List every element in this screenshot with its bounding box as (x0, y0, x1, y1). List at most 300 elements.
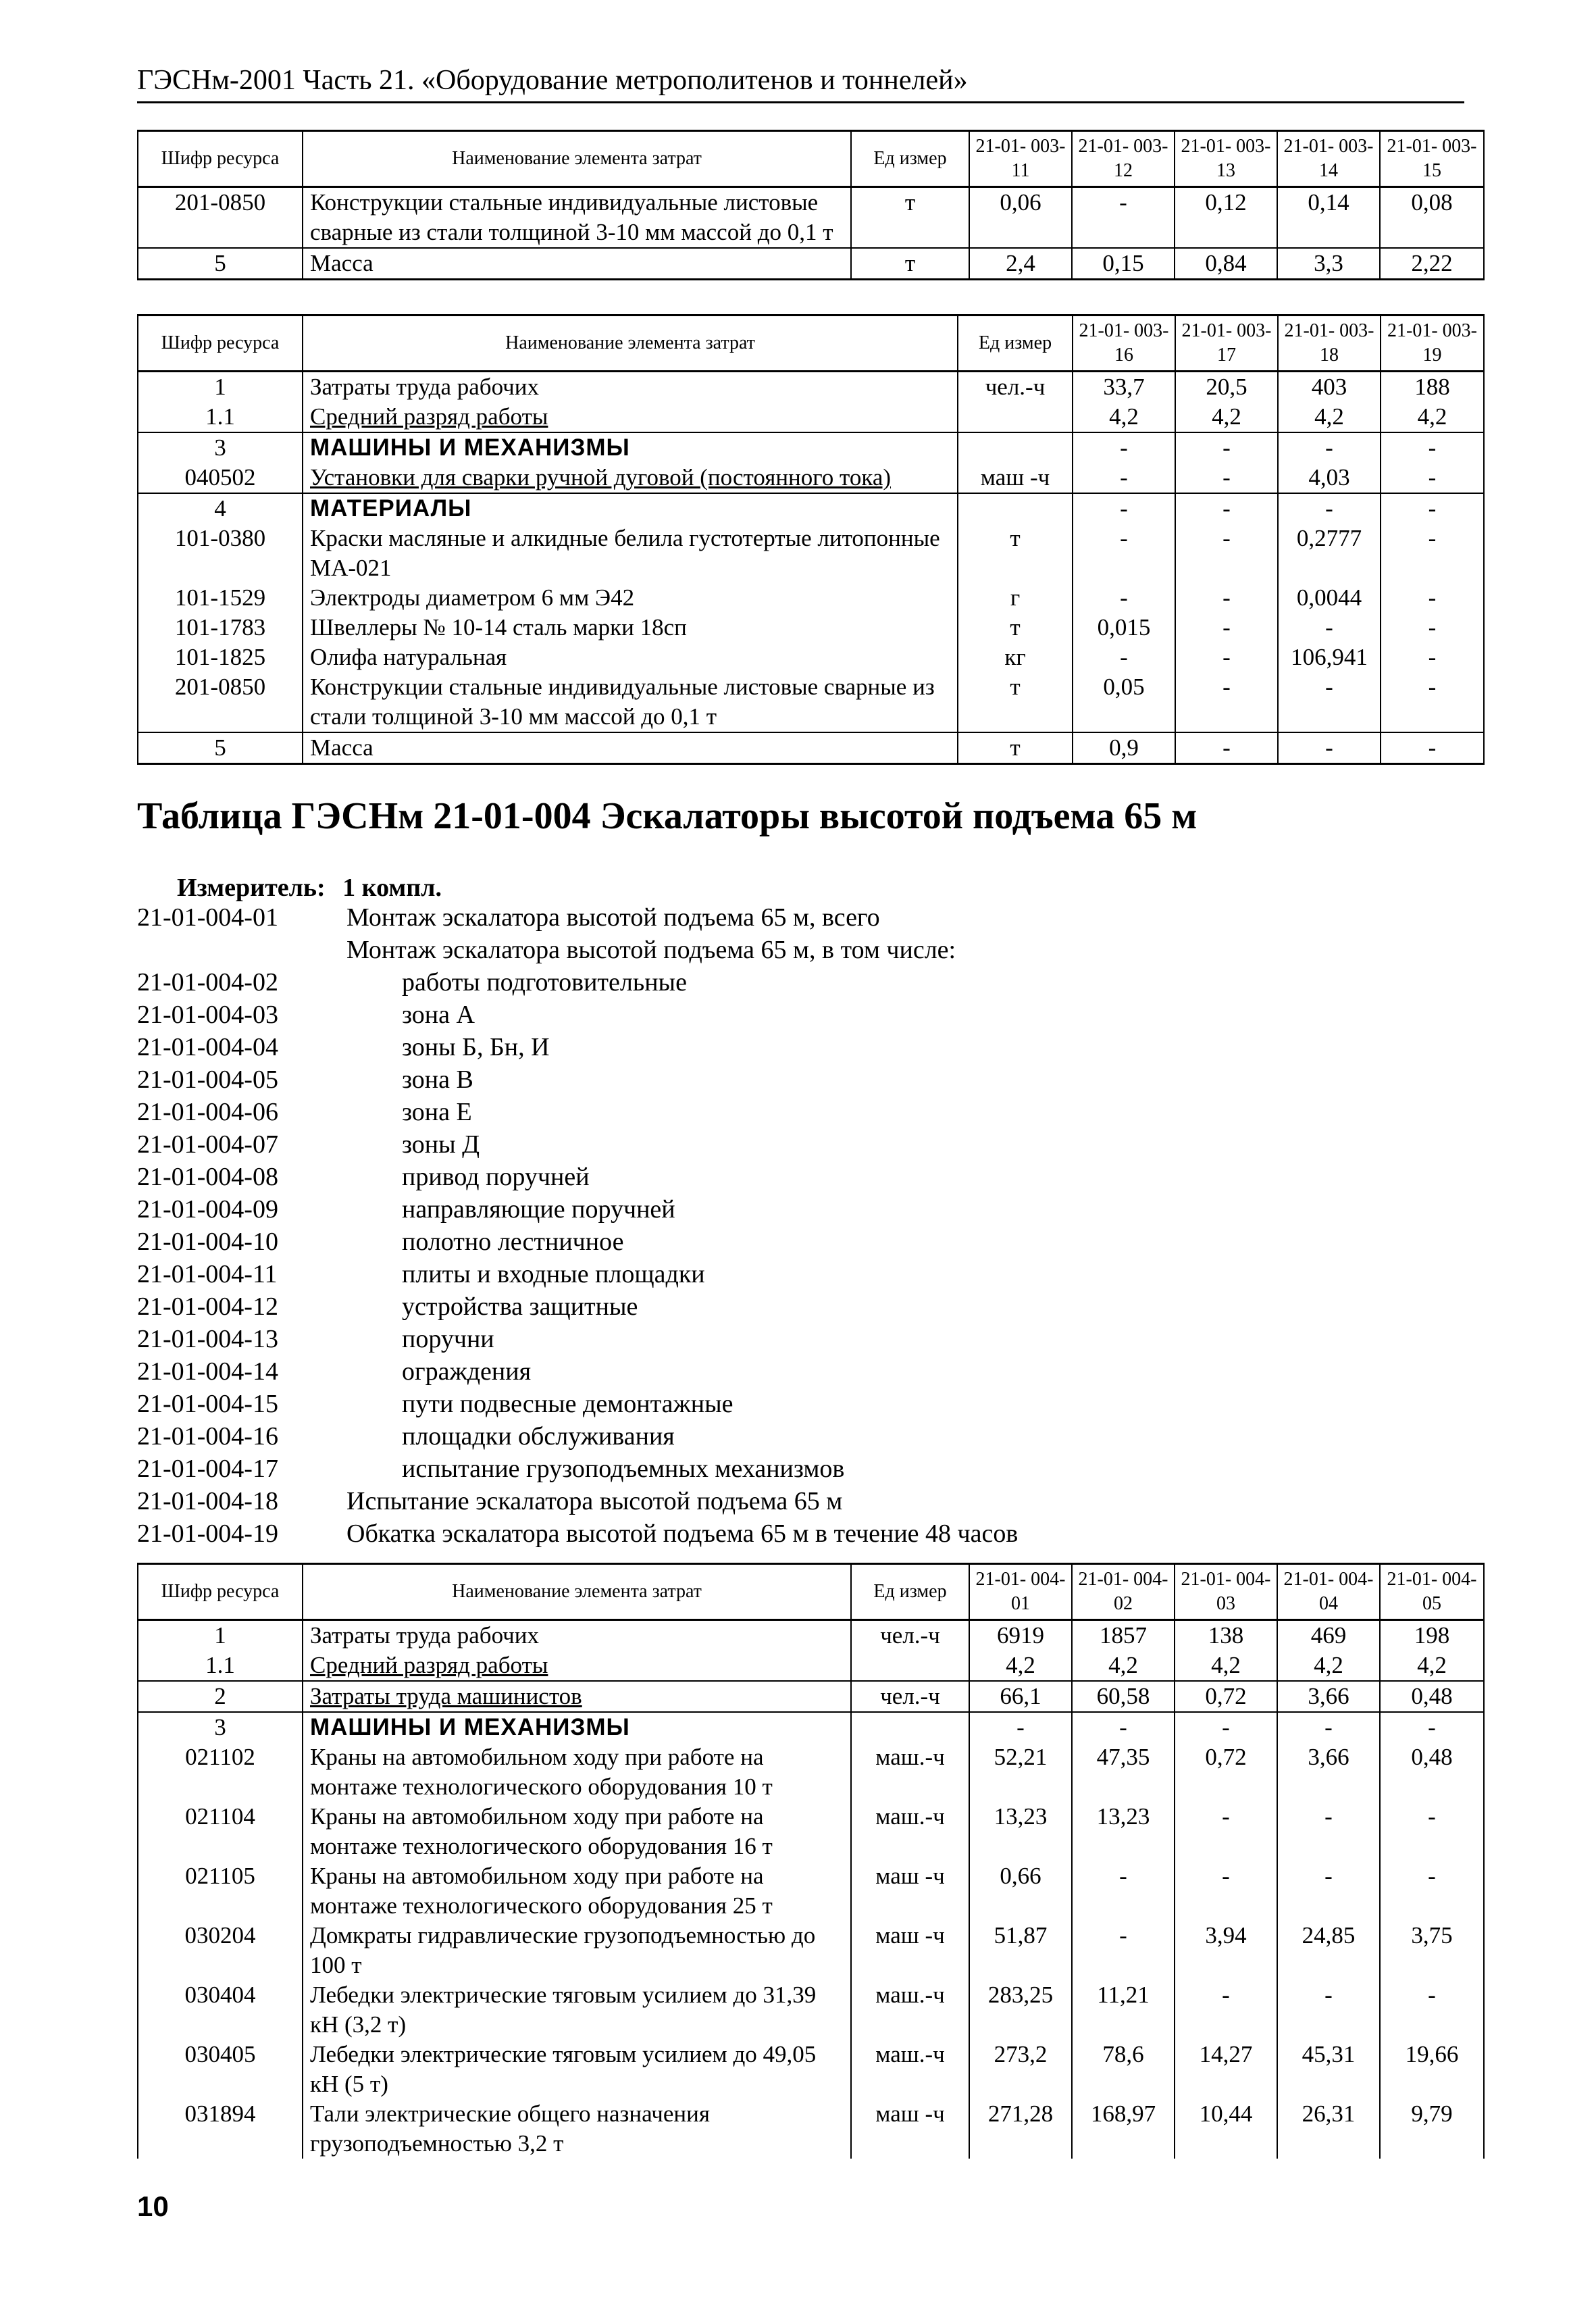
table-row (138, 732, 1484, 764)
resource-name: Олифа натуральная (303, 643, 958, 672)
norm-description: Монтаж эскалатора высотой подъема 65 м, всего (346, 903, 880, 932)
col-header-unit: Ед измер (851, 1564, 969, 1620)
norm-value: 60,58 (1072, 1681, 1175, 1712)
norm-code: 21-01-004-05 (137, 1065, 278, 1094)
list-item (137, 1161, 1461, 1193)
norm-value: 24,85 (1277, 1921, 1380, 1980)
table-row (138, 1921, 1484, 1980)
norm-value: 20,5 (1175, 372, 1278, 403)
norm-description: работы подготовительные (402, 968, 687, 997)
table-row (138, 1980, 1484, 2040)
norm-value: 0,84 (1175, 248, 1277, 280)
norm-value: 13,23 (1072, 1802, 1175, 1861)
resource-unit: г (958, 583, 1073, 613)
col-header-name: Наименование элемента затрат (303, 131, 851, 187)
norm-value: - (1381, 732, 1484, 764)
norm-value: 4,03 (1278, 463, 1381, 493)
norm-code: 21-01-004-08 (137, 1163, 278, 1191)
list-item (137, 1193, 1461, 1226)
norm-description: ограждения (402, 1357, 532, 1386)
resource-code: 030405 (138, 2040, 303, 2099)
resource-code: 1.1 (138, 402, 303, 432)
norm-value: - (1381, 643, 1484, 672)
norm-value: - (1073, 583, 1175, 613)
resource-unit: маш.-ч (851, 2040, 969, 2099)
norm-value: 0,72 (1175, 1742, 1277, 1802)
norm-value: - (1175, 732, 1278, 764)
table-row (138, 524, 1484, 583)
resource-unit (851, 1651, 969, 1681)
norm-value: 19,66 (1380, 2040, 1484, 2099)
resource-code: 040502 (138, 463, 303, 493)
resource-code: 021102 (138, 1742, 303, 1802)
norm-description: зоны Б, Бн, И (402, 1033, 550, 1061)
col-header-norm: 21-01- 004-04 (1277, 1564, 1380, 1620)
norm-value: 14,27 (1175, 2040, 1277, 2099)
table-row (138, 1742, 1484, 1802)
norm-code: 21-01-004-13 (137, 1325, 278, 1353)
norm-value: 6919 (969, 1620, 1072, 1651)
list-item (137, 1388, 1461, 1420)
resource-name: Масса (303, 248, 851, 280)
norm-value: 4,2 (1072, 1651, 1175, 1681)
norm-code: 21-01-004-17 (137, 1455, 278, 1483)
norm-description: Монтаж эскалатора высотой подъема 65 м, в том числе: (346, 936, 956, 964)
resource-unit: маш -ч (851, 2099, 969, 2159)
norm-value: - (1073, 524, 1175, 583)
resource-code: 5 (138, 248, 303, 280)
norm-value: - (1380, 1861, 1484, 1921)
norm-value: - (1175, 672, 1278, 732)
norm-value: 4,2 (1278, 402, 1381, 432)
norm-value: 26,31 (1277, 2099, 1380, 2159)
resource-name: Краны на автомобильном ходу при работе на монтаже технологического оборудования 16 т (303, 1802, 851, 1861)
norm-value: 4,2 (1073, 402, 1175, 432)
section-heading: МАШИНЫ И МЕХАНИЗМЫ (303, 1712, 851, 1742)
meter-value: 1 компл. (342, 874, 442, 902)
col-header-norm: 21-01- 003-17 (1175, 316, 1278, 372)
meter-label: Измеритель: (177, 874, 326, 902)
norm-code: 21-01-004-10 (137, 1228, 278, 1256)
resource-table-003-11-15 (137, 130, 1485, 280)
resource-name: Установки для сварки ручной дуговой (постоянного тока) (303, 463, 958, 493)
resource-code: 101-0380 (138, 524, 303, 583)
norm-code: 21-01-004-11 (137, 1260, 278, 1288)
norm-code: 21-01-004-18 (137, 1487, 278, 1515)
resource-code: 201-0850 (138, 187, 303, 249)
resource-code: 031894 (138, 2099, 303, 2159)
list-item (137, 1096, 1461, 1128)
section-heading: МАТЕРИАЛЫ (303, 493, 958, 524)
norm-value: 2,4 (969, 248, 1072, 280)
norm-value: 45,31 (1277, 2040, 1380, 2099)
norm-value: - (1277, 1980, 1380, 2040)
norm-value: - (1073, 432, 1175, 463)
resource-unit: чел.-ч (851, 1620, 969, 1651)
running-header: ГЭСНм-2001 Часть 21. «Оборудование метрополитенов и тоннелей» (137, 62, 1464, 103)
list-item (137, 1485, 1461, 1517)
norm-description: зона А (402, 1001, 475, 1029)
norm-value: - (1175, 1712, 1277, 1742)
norm-code: 21-01-004-03 (137, 1001, 278, 1029)
col-header-code: Шифр ресурса (138, 1564, 303, 1620)
norm-description: зона В (402, 1065, 473, 1094)
norm-code: 21-01-004-04 (137, 1033, 278, 1061)
norm-code: 21-01-004-06 (137, 1098, 278, 1126)
resource-code: 021105 (138, 1861, 303, 1921)
resource-code: 3 (138, 1712, 303, 1742)
resource-name: Средний разряд работы (303, 1651, 851, 1681)
resource-name: Тали электрические общего назначения грузоподъемностью 3,2 т (303, 2099, 851, 2159)
table-row (138, 187, 1484, 249)
norm-description: испытание грузоподъемных механизмов (402, 1455, 845, 1483)
norm-value: - (1175, 1980, 1277, 2040)
norm-value: 52,21 (969, 1742, 1072, 1802)
resource-code: 3 (138, 432, 303, 463)
norm-value: 4,2 (1277, 1651, 1380, 1681)
list-item (137, 1226, 1461, 1258)
table-title: Таблица ГЭСНм 21-01-004 Эскалаторы высотой подъема 65 м (137, 795, 1198, 837)
resource-unit: чел.-ч (851, 1681, 969, 1712)
norm-description: поручни (402, 1325, 494, 1353)
norm-code: 21-01-004-14 (137, 1357, 278, 1386)
col-header-norm: 21-01- 003-11 (969, 131, 1072, 187)
resource-code: 101-1825 (138, 643, 303, 672)
col-header-norm: 21-01- 003-16 (1073, 316, 1175, 372)
norm-value: 188 (1381, 372, 1484, 403)
norm-value: 469 (1277, 1620, 1380, 1651)
list-item (137, 1063, 1461, 1096)
resource-name: Швеллеры № 10-14 сталь марки 18сп (303, 613, 958, 643)
norm-value: 0,48 (1380, 1742, 1484, 1802)
norm-code-list (137, 901, 1461, 1550)
resource-name: Краски масляные и алкидные белила густотертые литопонные МА-021 (303, 524, 958, 583)
norm-value: 403 (1278, 372, 1381, 403)
list-item (137, 966, 1461, 999)
resource-name: Затраты труда машинистов (303, 1681, 851, 1712)
resource-unit: т (958, 524, 1073, 583)
norm-value: - (1073, 463, 1175, 493)
norm-value: - (1175, 1802, 1277, 1861)
resource-code: 1 (138, 1620, 303, 1651)
norm-value: 13,23 (969, 1802, 1072, 1861)
norm-code: 21-01-004-15 (137, 1390, 278, 1418)
table-row (138, 643, 1484, 672)
norm-code: 21-01-004-01 (137, 903, 278, 932)
resource-code: 021104 (138, 1802, 303, 1861)
resource-name: Затраты труда рабочих (303, 372, 958, 403)
col-header-unit: Ед измер (851, 131, 969, 187)
norm-value: - (1175, 432, 1278, 463)
table-row (138, 1712, 1484, 1742)
resource-table-004-01-05 (137, 1563, 1485, 2159)
norm-value: 4,2 (1380, 1651, 1484, 1681)
resource-name: Краны на автомобильном ходу при работе на монтаже технологического оборудования 25 т (303, 1861, 851, 1921)
norm-value: 138 (1175, 1620, 1277, 1651)
norm-value: - (1381, 524, 1484, 583)
norm-value: - (1072, 1712, 1175, 1742)
resource-code: 4 (138, 493, 303, 524)
norm-value: - (1175, 524, 1278, 583)
resource-code: 5 (138, 732, 303, 764)
list-item (137, 1323, 1461, 1355)
resource-name: Краны на автомобильном ходу при работе на монтаже технологического оборудования 10 т (303, 1742, 851, 1802)
list-item (137, 1453, 1461, 1485)
norm-value: - (969, 1712, 1072, 1742)
resource-unit: т (958, 672, 1073, 732)
col-header-code: Шифр ресурса (138, 131, 303, 187)
norm-value: 0,015 (1073, 613, 1175, 643)
resource-unit: т (958, 732, 1073, 764)
table-row (138, 583, 1484, 613)
norm-value: - (1073, 643, 1175, 672)
norm-value: 0,48 (1380, 1681, 1484, 1712)
page-number: 10 (137, 2190, 169, 2222)
col-header-norm: 21-01- 004-02 (1072, 1564, 1175, 1620)
norm-value: 4,2 (1381, 402, 1484, 432)
resource-name: Конструкции стальные индивидуальные листовые сварные из стали толщиной 3-10 мм массой до 0,1 т (303, 187, 851, 249)
norm-value: - (1380, 1802, 1484, 1861)
meter-line (177, 872, 442, 904)
norm-value: - (1381, 432, 1484, 463)
norm-value: 0,2777 (1278, 524, 1381, 583)
norm-description: Обкатка эскалатора высотой подъема 65 м в течение 48 часов (346, 1519, 1019, 1548)
resource-unit (851, 1712, 969, 1742)
resource-name: Конструкции стальные индивидуальные листовые сварные из стали толщиной 3-10 мм массой до 0,1 т (303, 672, 958, 732)
norm-description: Испытание эскалатора высотой подъема 65 м (346, 1487, 843, 1515)
table-header-row (138, 131, 1484, 187)
list-item (137, 1355, 1461, 1388)
table-row (138, 613, 1484, 643)
resource-unit: чел.-ч (958, 372, 1073, 403)
resource-code: 1 (138, 372, 303, 403)
norm-value: 66,1 (969, 1681, 1072, 1712)
table-header-row (138, 1564, 1484, 1620)
norm-value: 47,35 (1072, 1742, 1175, 1802)
resource-name: Средний разряд работы (303, 402, 958, 432)
resource-code: 201-0850 (138, 672, 303, 732)
table-row (138, 1620, 1484, 1651)
resource-name: Затраты труда рабочих (303, 1620, 851, 1651)
col-header-code: Шифр ресурса (138, 316, 303, 372)
norm-value: 0,12 (1175, 187, 1277, 249)
norm-value: - (1278, 672, 1381, 732)
norm-value: - (1072, 1921, 1175, 1980)
norm-value: 4,2 (969, 1651, 1072, 1681)
norm-value: 3,94 (1175, 1921, 1277, 1980)
norm-value: - (1277, 1802, 1380, 1861)
col-header-norm: 21-01- 004-03 (1175, 1564, 1277, 1620)
col-header-norm: 21-01- 004-01 (969, 1564, 1072, 1620)
resource-unit: маш -ч (851, 1921, 969, 1980)
col-header-name: Наименование элемента затрат (303, 1564, 851, 1620)
norm-value: 3,3 (1277, 248, 1380, 280)
norm-value: 168,97 (1072, 2099, 1175, 2159)
norm-value: 0,66 (969, 1861, 1072, 1921)
resource-name: Домкраты гидравлические грузоподъемностью до 100 т (303, 1921, 851, 1980)
resource-code: 101-1529 (138, 583, 303, 613)
norm-value: - (1175, 493, 1278, 524)
resource-name: Масса (303, 732, 958, 764)
list-item (137, 901, 1461, 934)
norm-description: площадки обслуживания (402, 1422, 675, 1451)
norm-value: - (1278, 732, 1381, 764)
norm-value: 0,06 (969, 187, 1072, 249)
norm-value: 78,6 (1072, 2040, 1175, 2099)
table-row (138, 672, 1484, 732)
norm-value: 198 (1380, 1620, 1484, 1651)
resource-unit: маш -ч (958, 463, 1073, 493)
norm-description: плиты и входные площадки (402, 1260, 705, 1288)
norm-value: 4,2 (1175, 1651, 1277, 1681)
list-item (137, 1258, 1461, 1290)
norm-value: - (1381, 672, 1484, 732)
norm-description: зона Е (402, 1098, 472, 1126)
norm-value: - (1175, 613, 1278, 643)
col-header-norm: 21-01- 003-13 (1175, 131, 1277, 187)
resource-name: Лебедки электрические тяговым усилием до 49,05 кН (5 т) (303, 2040, 851, 2099)
norm-value: 0,0044 (1278, 583, 1381, 613)
norm-value: - (1381, 613, 1484, 643)
list-item (137, 1031, 1461, 1063)
norm-description: пути подвесные демонтажные (402, 1390, 733, 1418)
norm-value: - (1175, 1861, 1277, 1921)
resource-name: Электроды диаметром 6 мм Э42 (303, 583, 958, 613)
resource-table-003-16-19 (137, 314, 1485, 765)
norm-value: - (1072, 1861, 1175, 1921)
norm-code: 21-01-004-16 (137, 1422, 278, 1451)
col-header-norm: 21-01- 004-05 (1380, 1564, 1484, 1620)
norm-code: 21-01-004-09 (137, 1195, 278, 1224)
norm-value: - (1381, 463, 1484, 493)
col-header-norm: 21-01- 003-12 (1072, 131, 1175, 187)
norm-description: направляющие поручней (402, 1195, 675, 1224)
norm-description: зоны Д (402, 1130, 480, 1159)
col-header-norm: 21-01- 003-14 (1277, 131, 1380, 187)
norm-value: 283,25 (969, 1980, 1072, 2040)
resource-unit (958, 402, 1073, 432)
norm-value: - (1072, 187, 1175, 249)
table-row (138, 1802, 1484, 1861)
norm-description: полотно лестничное (402, 1228, 624, 1256)
norm-value: - (1073, 493, 1175, 524)
norm-code: 21-01-004-12 (137, 1292, 278, 1321)
table-header-row (138, 316, 1484, 372)
norm-value: 3,66 (1277, 1681, 1380, 1712)
resource-name: Лебедки электрические тяговым усилием до 31,39 кН (3,2 т) (303, 1980, 851, 2040)
table-row (138, 1861, 1484, 1921)
resource-code: 2 (138, 1681, 303, 1712)
norm-value: - (1175, 463, 1278, 493)
col-header-norm: 21-01- 003-19 (1381, 316, 1484, 372)
norm-code: 21-01-004-02 (137, 968, 278, 997)
norm-value: - (1278, 432, 1381, 463)
resource-code: 1.1 (138, 1651, 303, 1681)
norm-value: - (1380, 1712, 1484, 1742)
norm-value: 2,22 (1380, 248, 1484, 280)
norm-value: 33,7 (1073, 372, 1175, 403)
list-item (137, 999, 1461, 1031)
norm-value: - (1175, 643, 1278, 672)
norm-value: 4,2 (1175, 402, 1278, 432)
table-row (138, 432, 1484, 463)
norm-value: - (1380, 1980, 1484, 2040)
norm-value: - (1381, 493, 1484, 524)
list-item (137, 1128, 1461, 1161)
norm-value: 0,08 (1380, 187, 1484, 249)
table-row (138, 493, 1484, 524)
norm-value: 0,15 (1072, 248, 1175, 280)
table-row (138, 2099, 1484, 2159)
norm-value: 3,75 (1380, 1921, 1484, 1980)
table-row (138, 2040, 1484, 2099)
list-item (137, 1420, 1461, 1453)
resource-unit: маш.-ч (851, 1742, 969, 1802)
col-header-norm: 21-01- 003-15 (1380, 131, 1484, 187)
norm-value: - (1381, 583, 1484, 613)
resource-unit: маш.-ч (851, 1980, 969, 2040)
norm-description: устройства защитные (402, 1292, 638, 1321)
norm-value: - (1175, 583, 1278, 613)
col-header-unit: Ед измер (958, 316, 1073, 372)
norm-value: 1857 (1072, 1620, 1175, 1651)
norm-value: 0,9 (1073, 732, 1175, 764)
resource-code: 030204 (138, 1921, 303, 1980)
resource-unit: маш -ч (851, 1861, 969, 1921)
resource-unit: кг (958, 643, 1073, 672)
norm-value: 10,44 (1175, 2099, 1277, 2159)
norm-value: 0,14 (1277, 187, 1380, 249)
resource-unit (958, 432, 1073, 463)
resource-unit: т (958, 613, 1073, 643)
list-item (137, 934, 1461, 966)
list-item (137, 1517, 1461, 1550)
norm-description: привод поручней (402, 1163, 590, 1191)
norm-code: 21-01-004-19 (137, 1519, 278, 1548)
table-row (138, 1681, 1484, 1712)
resource-code: 101-1783 (138, 613, 303, 643)
norm-value: 106,941 (1278, 643, 1381, 672)
norm-value: - (1277, 1861, 1380, 1921)
norm-value: 3,66 (1277, 1742, 1380, 1802)
table-row (138, 248, 1484, 280)
norm-value: - (1278, 493, 1381, 524)
norm-value: - (1278, 613, 1381, 643)
norm-value: 0,05 (1073, 672, 1175, 732)
norm-value: 271,28 (969, 2099, 1072, 2159)
table-row (138, 402, 1484, 432)
norm-value: 273,2 (969, 2040, 1072, 2099)
resource-unit (958, 493, 1073, 524)
col-header-name: Наименование элемента затрат (303, 316, 958, 372)
norm-value: - (1277, 1712, 1380, 1742)
norm-value: 9,79 (1380, 2099, 1484, 2159)
norm-code: 21-01-004-07 (137, 1130, 278, 1159)
norm-value: 11,21 (1072, 1980, 1175, 2040)
col-header-norm: 21-01- 003-18 (1278, 316, 1381, 372)
norm-value: 0,72 (1175, 1681, 1277, 1712)
table-row (138, 372, 1484, 403)
section-heading: МАШИНЫ И МЕХАНИЗМЫ (303, 432, 958, 463)
resource-code: 030404 (138, 1980, 303, 2040)
norm-value: 51,87 (969, 1921, 1072, 1980)
resource-unit: т (851, 187, 969, 249)
resource-unit: т (851, 248, 969, 280)
list-item (137, 1290, 1461, 1323)
table-row (138, 1651, 1484, 1681)
resource-unit: маш.-ч (851, 1802, 969, 1861)
table-row (138, 463, 1484, 493)
